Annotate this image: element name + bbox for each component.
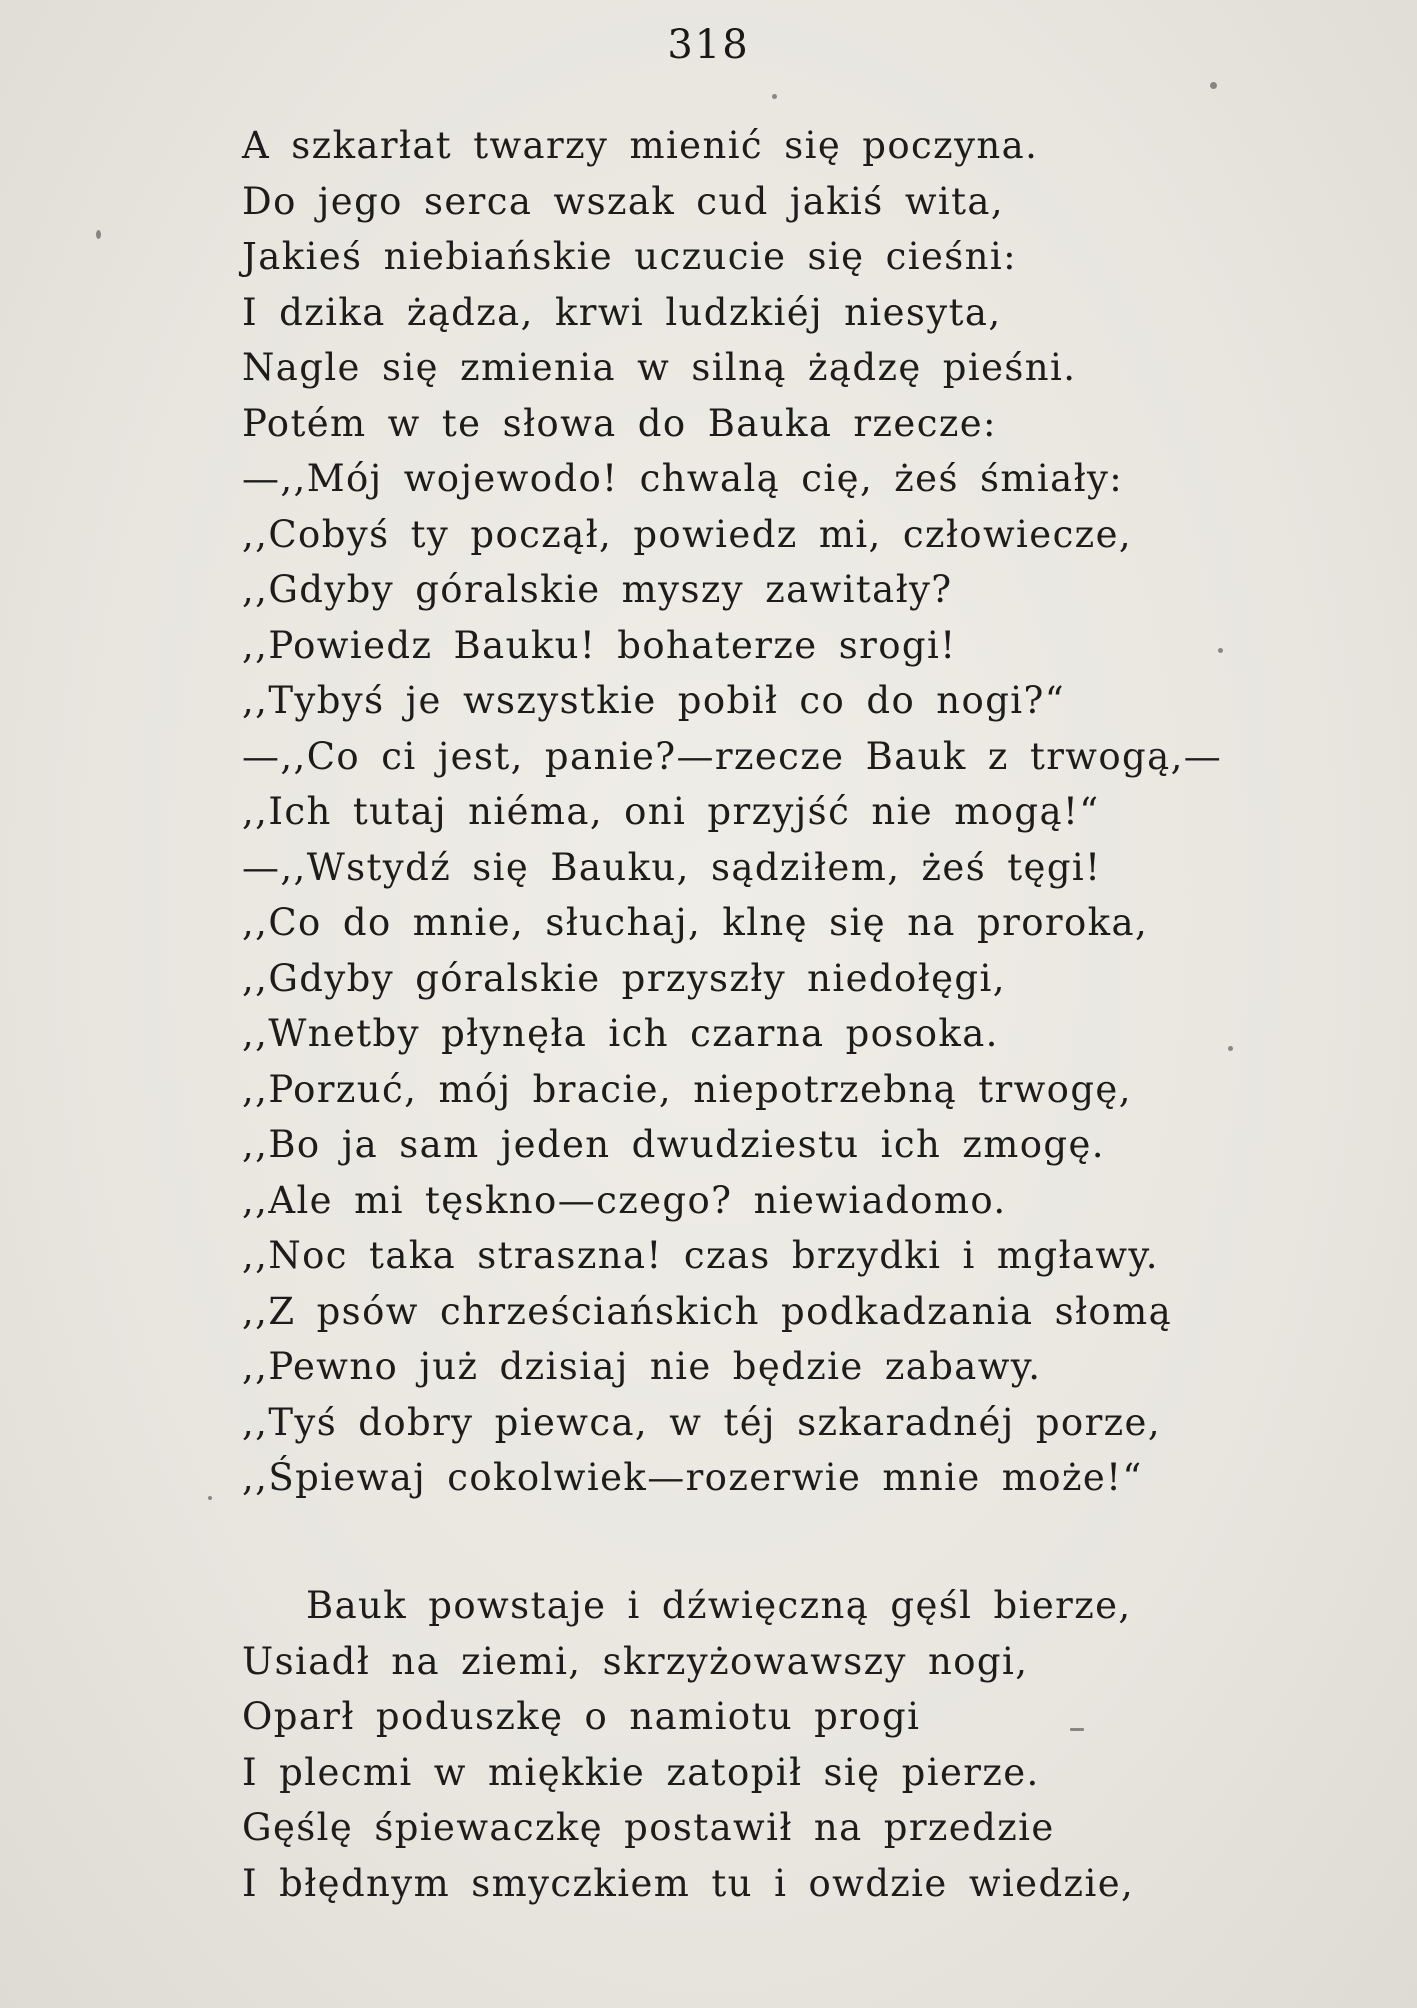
verse-line: Jakieś niebiańskie uczucie się cieśni: <box>242 235 1017 278</box>
verse-line: ,,Tyś dobry piewca, w téj szkaradnéj porze, <box>242 1400 1162 1444</box>
verse-line: ,,Noc taka straszna! czas brzydki i mgławy. <box>242 1234 1159 1277</box>
paper-speck <box>1228 1046 1233 1051</box>
verse-line: Potém w te słowa do Bauka rzecze: <box>242 401 997 445</box>
verse-line: —,,Wstydź się Bauku, sądziłem, żeś tęgi! <box>242 845 1102 889</box>
verse-line: I plecmi w miękkie zatopił się pierze. <box>242 1750 1040 1794</box>
verse-line: Do jego serca wszak cud jakiś wita, <box>242 179 1005 223</box>
verse-line: Nagle się zmienia w silną żądzę pieśni. <box>242 346 1077 389</box>
verse-line: ,,Ale mi tęskno—czego? niewiadomo. <box>242 1178 1007 1222</box>
verse-line: I dzika żądza, krwi ludzkiéj niesyta, <box>242 290 1002 334</box>
verse-line: ,,Cobyś ty począł, powiedz mi, człowiecze, <box>242 512 1133 556</box>
paper-speck <box>1210 82 1217 89</box>
verse-line: ,,Pewno już dzisiaj nie będzie zabawy. <box>242 1345 1042 1388</box>
paper-speck <box>772 94 777 99</box>
stanza-1 <box>242 118 1222 1506</box>
paper-speck <box>96 230 101 239</box>
verse-line: —,,Co ci jest, panie?—rzecze Bauk z trwogą,— <box>242 734 1223 778</box>
verse-line: Oparł poduszkę o namiotu progi <box>242 1695 921 1738</box>
paper-speck <box>1218 648 1223 653</box>
page-number: 318 <box>667 22 750 68</box>
verse-line: ,,Porzuć, mój bracie, niepotrzebną trwogę, <box>242 1067 1132 1111</box>
verse-line: I błędnym smyczkiem tu i owdzie wiedzie, <box>242 1861 1135 1905</box>
verse-line: ,,Śpiewaj cokolwiek—rozerwie mnie może!“ <box>242 1456 1143 1499</box>
verse-line: ,,Gdyby góralskie myszy zawitały? <box>242 568 953 611</box>
verse-line: ,,Powiedz Bauku! bohaterze srogi! <box>242 623 957 667</box>
stanza-2 <box>242 1578 1134 1911</box>
verse-line: ,,Tybyś je wszystkie pobił co do nogi?“ <box>242 679 1066 722</box>
verse-line: Bauk powstaje i dźwięczną gęśl bierze, <box>306 1584 1132 1627</box>
verse-line: ,,Ich tutaj niéma, oni przyjść nie mogą!“ <box>242 790 1100 833</box>
verse-line: ,,Co do mnie, słuchaj, klnę się na proroka, <box>242 901 1149 944</box>
verse-line: ,,Wnetby płynęła ich czarna posoka. <box>242 1012 999 1055</box>
verse-line: A szkarłat twarzy mienić się poczyna. <box>242 124 1039 167</box>
paper-speck <box>208 1496 212 1500</box>
verse-line: Usiadł na ziemi, skrzyżowawszy nogi, <box>242 1639 1029 1683</box>
verse-line: ,,Z psów chrześciańskich podkadzania słomą <box>242 1289 1173 1333</box>
verse-line: ,,Bo ja sam jeden dwudziestu ich zmogę. <box>242 1123 1105 1166</box>
verse-line: —,,Mój wojewodo! chwalą cię, żeś śmiały: <box>242 457 1124 500</box>
verse-line: Gęślę śpiewaczkę postawił na przedzie <box>242 1806 1055 1849</box>
verse-line: ,,Gdyby góralskie przyszły niedołęgi, <box>242 956 1006 1000</box>
paper-speck <box>1070 1728 1084 1731</box>
